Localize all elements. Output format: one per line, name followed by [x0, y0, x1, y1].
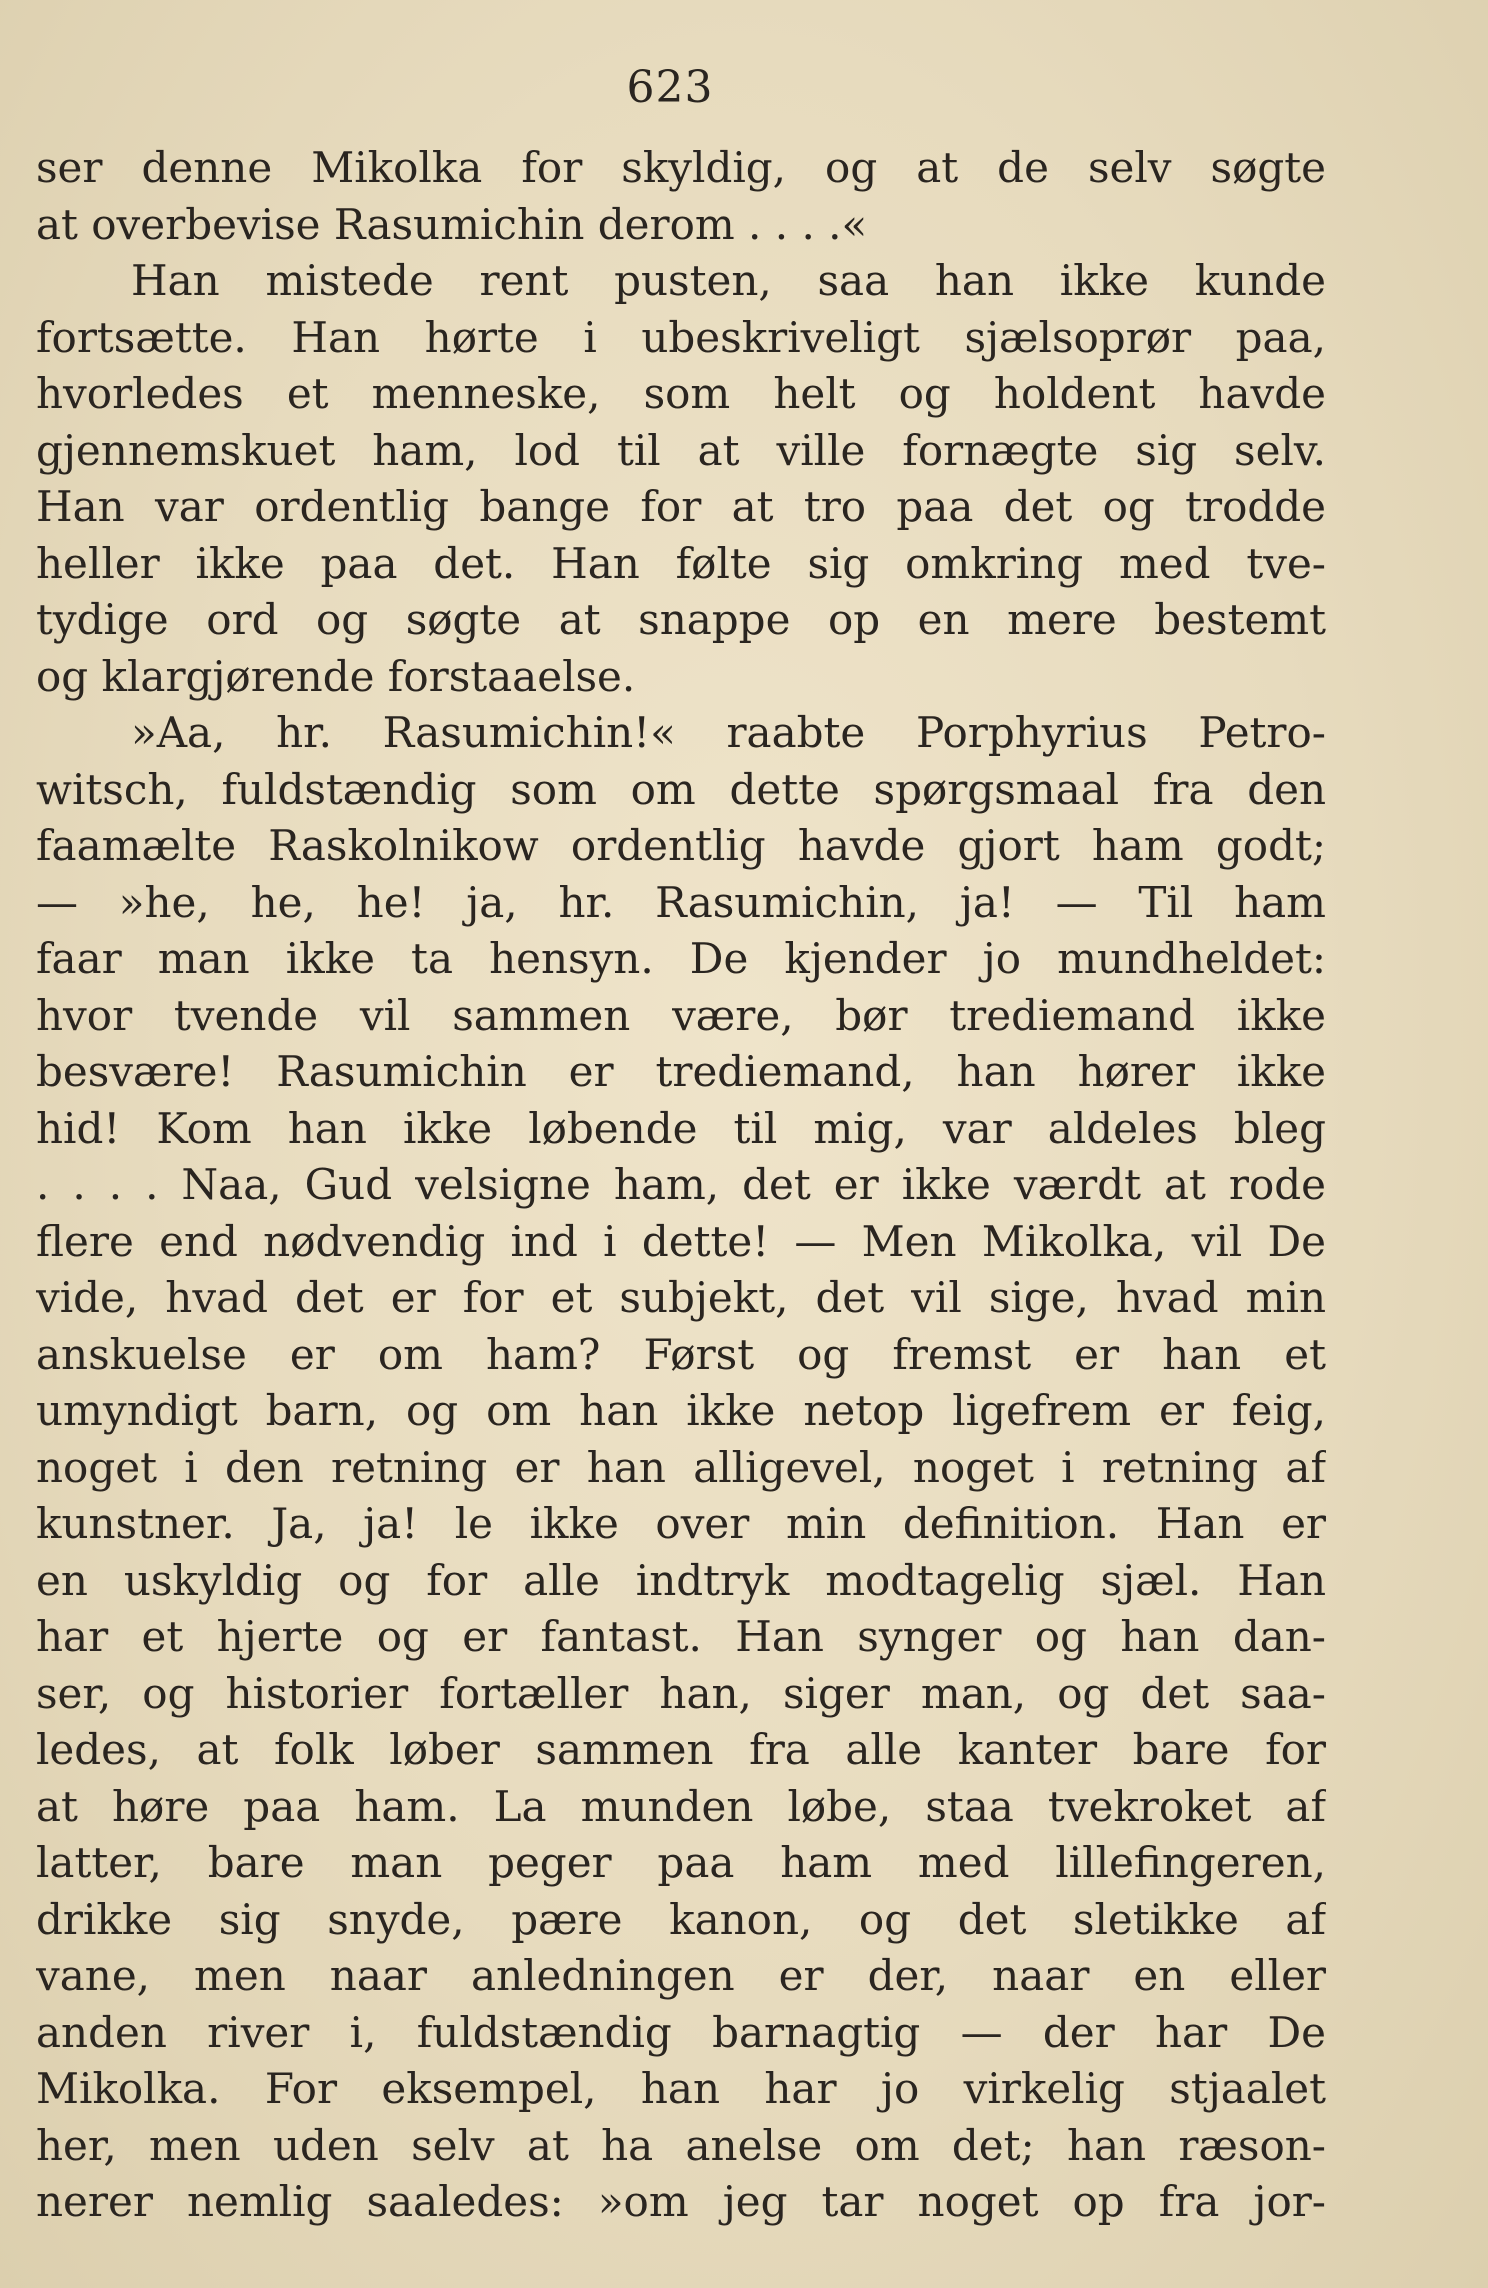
text-line: og klargjørende forstaaelse.: [36, 651, 636, 701]
text-line: at høre paa ham. La munden løbe, staa tvekroket af: [36, 1781, 1326, 1831]
text-line: nerer nemlig saaledes: »om jeg tar noget op fra jor-: [36, 2177, 1326, 2226]
text-line: Mikolka. For eksempel, han har jo virkelig stjaalet: [36, 2064, 1326, 2113]
text-line: ser denne Mikolka for skyldig, og at de selv søgte: [36, 143, 1326, 192]
text-line: her, men uden selv at ha anelse om det; han ræson-: [36, 2120, 1326, 2170]
text-line: en uskyldig og for alle indtryk modtagelig sjæl. Han: [36, 1555, 1326, 1605]
text-line: heller ikke paa det. Han følte sig omkring med tve-: [36, 538, 1326, 588]
text-line: hvor tvende vil sammen være, bør trediemand ikke: [36, 990, 1326, 1040]
text-line: Han mistede rent pusten, saa han ikke kunde: [131, 256, 1326, 305]
text-line: ser, og historier fortæller han, siger man, og det saa-: [36, 1668, 1326, 1718]
text-line: . . . . Naa, Gud velsigne ham, det er ikke værdt at rode: [36, 1160, 1326, 1209]
text-line: Han var ordentlig bange for at tro paa det og trodde: [36, 482, 1326, 531]
text-line: gjennemskuet ham, lod til at ville fornægte sig selv.: [36, 425, 1326, 475]
text-line: anden river i, fuldstændig barnagtig — der har De: [36, 2007, 1326, 2057]
text-line: drikke sig snyde, pære kanon, og det sletikke af: [36, 1894, 1326, 1944]
text-line: fortsætte. Han hørte i ubeskriveligt sjælsoprør paa,: [36, 312, 1326, 362]
text-line: hvorledes et menneske, som helt og holdent havde: [36, 369, 1326, 418]
text-line: ledes, at folk løber sammen fra alle kanter bare for: [36, 1725, 1326, 1774]
text-line: noget i den retning er han alligevel, noget i retning af: [36, 1442, 1326, 1492]
page-number: 623: [626, 62, 714, 113]
text-line: umyndigt barn, og om han ikke netop ligefrem er feig,: [36, 1386, 1326, 1435]
text-line: vide, hvad det er for et subjekt, det vil sige, hvad min: [36, 1273, 1326, 1322]
text-line: faar man ikke ta hensyn. De kjender jo mundheldet:: [36, 934, 1326, 983]
text-line: har et hjerte og er fantast. Han synger og han dan-: [36, 1612, 1326, 1661]
text-line: hid! Kom han ikke løbende til mig, var aldeles bleg: [36, 1103, 1326, 1153]
text-line: »Aa, hr. Rasumichin!« raabte Porphyrius Petro-: [131, 708, 1326, 757]
text-line: vane, men naar anledningen er der, naar en eller: [36, 1951, 1326, 2000]
text-line: — »he, he, he! ja, hr. Rasumichin, ja! — Til ham: [36, 877, 1326, 927]
text-line: faamælte Raskolnikow ordentlig havde gjort ham godt;: [36, 821, 1326, 870]
text-line: latter, bare man peger paa ham med lillefingeren,: [36, 1838, 1326, 1887]
text-line: flere end nødvendig ind i dette! — Men Mikolka, vil De: [36, 1216, 1326, 1266]
text-line: at overbevise Rasumichin derom . . . .«: [36, 199, 868, 249]
text-line: tydige ord og søgte at snappe op en mere bestemt: [36, 595, 1326, 644]
text-line: witsch, fuldstændig som om dette spørgsmaal fra den: [36, 764, 1326, 814]
body-text: [36, 140, 1326, 2231]
text-line: besvære! Rasumichin er trediemand, han hører ikke: [36, 1047, 1326, 1096]
text-line: anskuelse er om ham? Først og fremst er han et: [36, 1329, 1326, 1379]
text-line: kunstner. Ja, ja! le ikke over min definition. Han er: [36, 1499, 1326, 1548]
